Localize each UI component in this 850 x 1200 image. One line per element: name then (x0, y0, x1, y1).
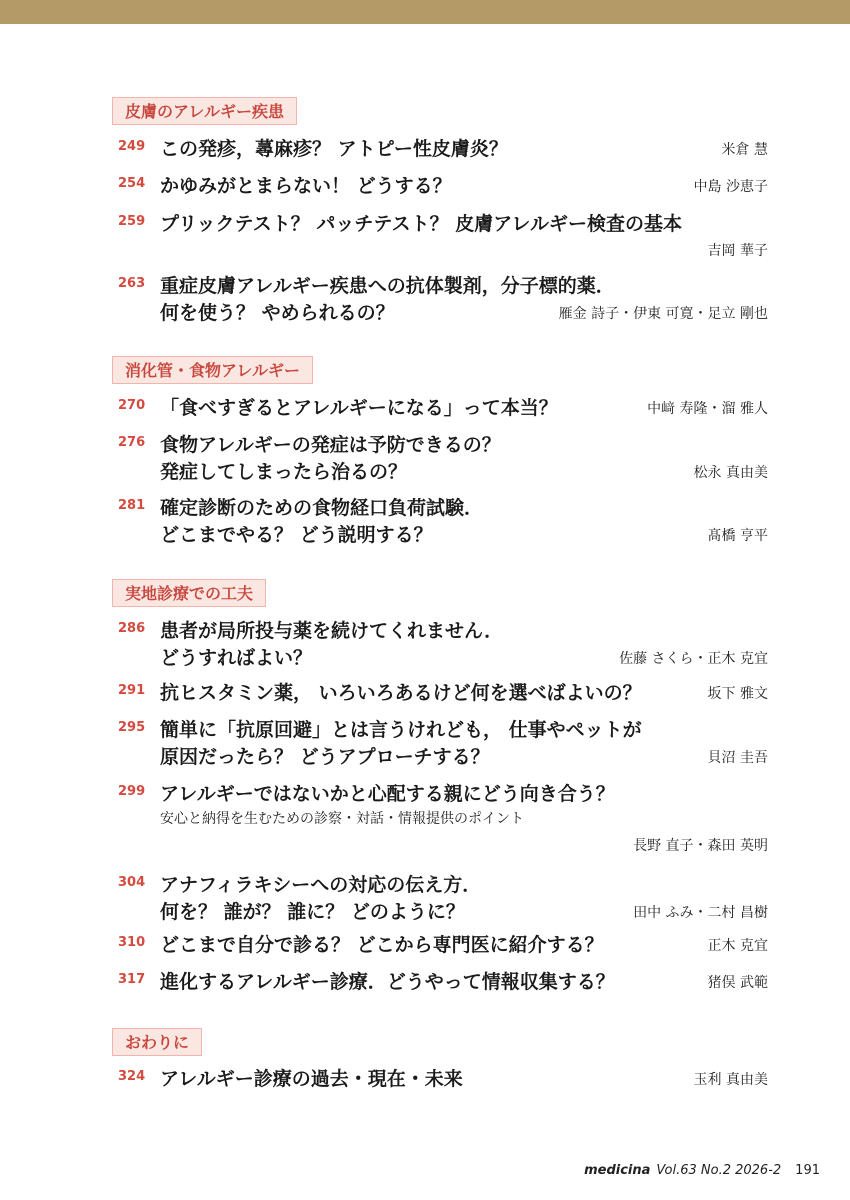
article-title: 食物アレルギーの発症は予防できるの？ (160, 434, 501, 456)
top-color-band (0, 0, 850, 24)
toc-entry[interactable] (118, 715, 768, 773)
article-title: アナフィラキシーへの対応の伝え方． (160, 874, 482, 896)
page-number: 286 (118, 621, 146, 636)
article-author: 田中 ふみ・二村 昌樹 (633, 905, 768, 921)
section-label: おわりに (112, 1028, 202, 1056)
toc-entry[interactable] (118, 930, 768, 962)
article-author: 中島 沙恵子 (693, 179, 768, 195)
page-number: 304 (118, 875, 146, 890)
article-author: 佐藤 さくら・正木 克宜 (619, 651, 768, 667)
article-title-line2: 何を？ 誰が？ 誰に？ どのように？ (160, 901, 465, 923)
page-number: 291 (118, 683, 146, 698)
toc-entry[interactable] (118, 134, 768, 166)
article-author: 吉岡 華子 (707, 243, 768, 259)
article-author: 玉利 真由美 (693, 1072, 768, 1088)
page-number: 270 (118, 398, 146, 413)
toc-entry[interactable] (118, 209, 768, 263)
article-author: 長野 直子・森田 英明 (633, 838, 768, 854)
volume-info: Vol.63 No.2 2026-2 (656, 1163, 782, 1178)
toc-entry[interactable] (118, 271, 768, 329)
article-title: 患者が局所投与薬を続けてくれません． (160, 620, 504, 642)
page-number: 254 (118, 176, 146, 191)
section-label: 皮膚のアレルギー疾患 (112, 97, 297, 125)
article-title-line2: 何を使う？ やめられるの？ (160, 302, 395, 324)
page-number: 249 (118, 139, 146, 154)
section-label: 実地診療での工夫 (112, 579, 266, 607)
magazine-name: medicina (584, 1163, 651, 1178)
article-title: 「食べすぎるとアレルギーになる」って本当？ (160, 397, 558, 419)
article-author: 髙橋 亨平 (707, 528, 768, 544)
article-title: アレルギー診療の過去・現在・未来 (160, 1068, 463, 1090)
article-title: かゆみがとまらない！ どうする？ (160, 175, 452, 197)
article-title: この発疹，蕁麻疹？ アトピー性皮膚炎？ (160, 138, 508, 160)
article-author: 中﨑 寿隆・溜 雅人 (647, 401, 768, 417)
page-number: 259 (118, 214, 146, 229)
toc-entry[interactable] (118, 171, 768, 203)
article-title-line2: どうすればよい？ (160, 647, 313, 669)
page-number: 310 (118, 935, 146, 950)
toc-entry[interactable] (118, 430, 768, 488)
section-label: 消化管・食物アレルギー (112, 356, 313, 384)
article-author: 貝沼 圭吾 (707, 750, 768, 766)
article-title-line2: どこまでやる？ どう説明する？ (160, 524, 433, 546)
page-number: 276 (118, 435, 146, 450)
article-author: 雁金 詩子・伊東 可寛・足立 剛也 (558, 306, 768, 322)
toc-entry[interactable] (118, 967, 768, 999)
article-author: 猪俣 武範 (707, 975, 768, 991)
article-title: 重症皮膚アレルギー疾患への抗体製剤，分子標的薬． (160, 275, 615, 297)
article-title: プリックテスト？ パッチテスト？ 皮膚アレルギー検査の基本 (160, 213, 682, 235)
article-title: 簡単に「抗原回避」とは言うけれども， 仕事やペットが (160, 719, 642, 741)
article-title-line2: 発症してしまったら治るの？ (160, 461, 408, 483)
page-number: 263 (118, 276, 146, 291)
toc-entry[interactable] (118, 779, 768, 859)
article-title: 進化するアレルギー診療．どうやって情報収集する？ (160, 971, 615, 993)
toc-entry[interactable] (118, 1064, 768, 1096)
page-number: 299 (118, 784, 146, 799)
article-author: 正木 克宜 (707, 938, 768, 954)
toc-entry[interactable] (118, 870, 768, 928)
toc-entry[interactable] (118, 616, 768, 674)
article-author: 坂下 雅文 (707, 686, 768, 702)
article-title-line2: 原因だったら？ どうアプローチする？ (160, 746, 490, 768)
article-title: 抗ヒスタミン薬， いろいろあるけど何を選べばよいの？ (160, 682, 642, 704)
article-subtitle: 安心と納得を生むための診察・対話・情報提供のポイント (160, 811, 524, 827)
footer-page-number: 191 (795, 1163, 820, 1178)
toc-entry[interactable] (118, 678, 768, 710)
article-title: どこまで自分で診る？ どこから専門医に紹介する？ (160, 934, 604, 956)
page-number: 317 (118, 972, 146, 987)
page-number: 324 (118, 1069, 146, 1084)
article-author: 米倉 慧 (721, 142, 768, 158)
page-footer (584, 1163, 820, 1178)
article-author: 松永 真由美 (693, 465, 768, 481)
article-title: 確定診断のための食物経口負荷試験． (160, 497, 484, 519)
page-number: 295 (118, 720, 146, 735)
toc-entry[interactable] (118, 393, 768, 425)
article-title: アレルギーではないかと心配する親にどう向き合う？ (160, 783, 615, 805)
toc-entry[interactable] (118, 493, 768, 551)
page-number: 281 (118, 498, 146, 513)
